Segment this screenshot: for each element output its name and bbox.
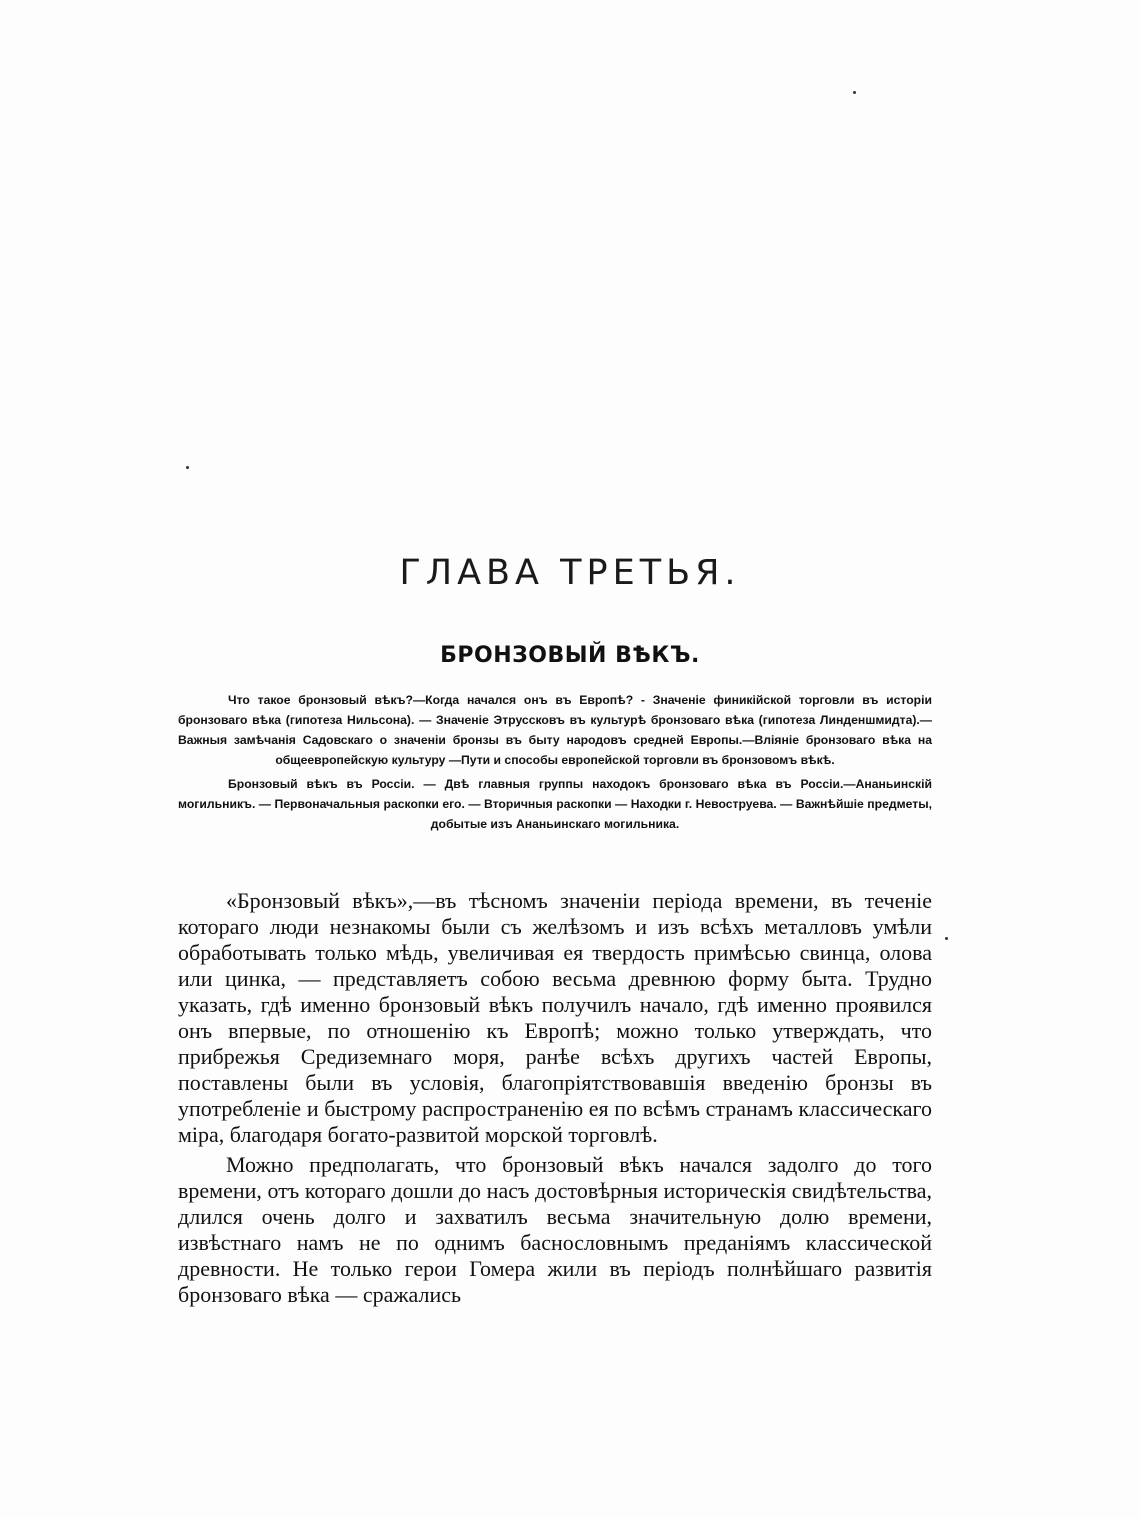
section-title: БРОНЗОВЫЙ ВѢКЪ. — [440, 643, 700, 668]
body-paragraph: Можно предполагать, что бронзовый вѣкъ начался задолго до того времени, отъ котораго дошли до насъ достовѣрныя историческія свидѣтельства, длился очень долго и захватилъ весьма значительную долю времени, извѣстнаго намъ не по однимъ баснословнымъ преданіямъ классической древности. Не только герои Гомера жили въ періодъ полнѣйшаго развитія бронзоваго вѣка — сражались — [178, 1152, 932, 1307]
summary-paragraph: Бронзовый вѣкъ въ Россіи. — Двѣ главныя группы находокъ бронзоваго вѣка въ Россіи.—Ананьинскій могильникъ. — Первоначальныя раскопки его. — Вторичныя раскопки — Находки г. Невоструева. — Важнѣйшіе предметы, добытые изъ Ананьинскаго могильника. — [178, 777, 932, 831]
scan-speck — [945, 937, 948, 940]
chapter-title: ГЛАВА ТРЕТЬЯ. — [399, 553, 741, 593]
scan-speck — [853, 91, 856, 94]
body-paragraph: «Бронзовый вѣкъ»,—въ тѣсномъ значеніи періода времени, въ теченіе котораго люди незнакомы были съ желѣзомъ и изъ всѣхъ металловъ умѣли обработывать только мѣдь, увеличивая ея твердость примѣсью свинца, олова или цинка, — представляетъ собою весьма древнюю форму быта. Трудно указать, гдѣ именно бронзовый вѣкъ получилъ начало, гдѣ именно проявился онъ впервые, по отношенію къ Европѣ; можно только утверждать, что прибрежья Средиземнаго моря, ранѣе всѣхъ другихъ частей Европы, поставлены были въ условія, благопріятствовавшія введенію бронзы въ употребленіе и быстрому распространенію ея по всѣмъ странамъ классическаго міра, благодаря богато-развитой морской торговлѣ. — [178, 888, 932, 1147]
chapter-summary — [178, 690, 932, 838]
summary-paragraph: Что такое бронзовый вѣкъ?—Когда начался онъ въ Европѣ? - Значеніе финикійской торговли въ исторіи бронзоваго вѣка (гипотеза Нильсона). — Значеніе Этруссковъ въ культурѣ бронзоваго вѣка (гипотеза Линденшмидта).—Важныя замѣчанія Садовскаго о значеніи бронзы въ быту народовъ средней Европы.—Вліяніе бронзоваго вѣка на общеевропейскую культуру —Пути и способы европейской торговли въ бронзовомъ вѣкѣ. — [178, 693, 932, 767]
body-text — [178, 888, 932, 1312]
scan-speck — [186, 466, 189, 469]
